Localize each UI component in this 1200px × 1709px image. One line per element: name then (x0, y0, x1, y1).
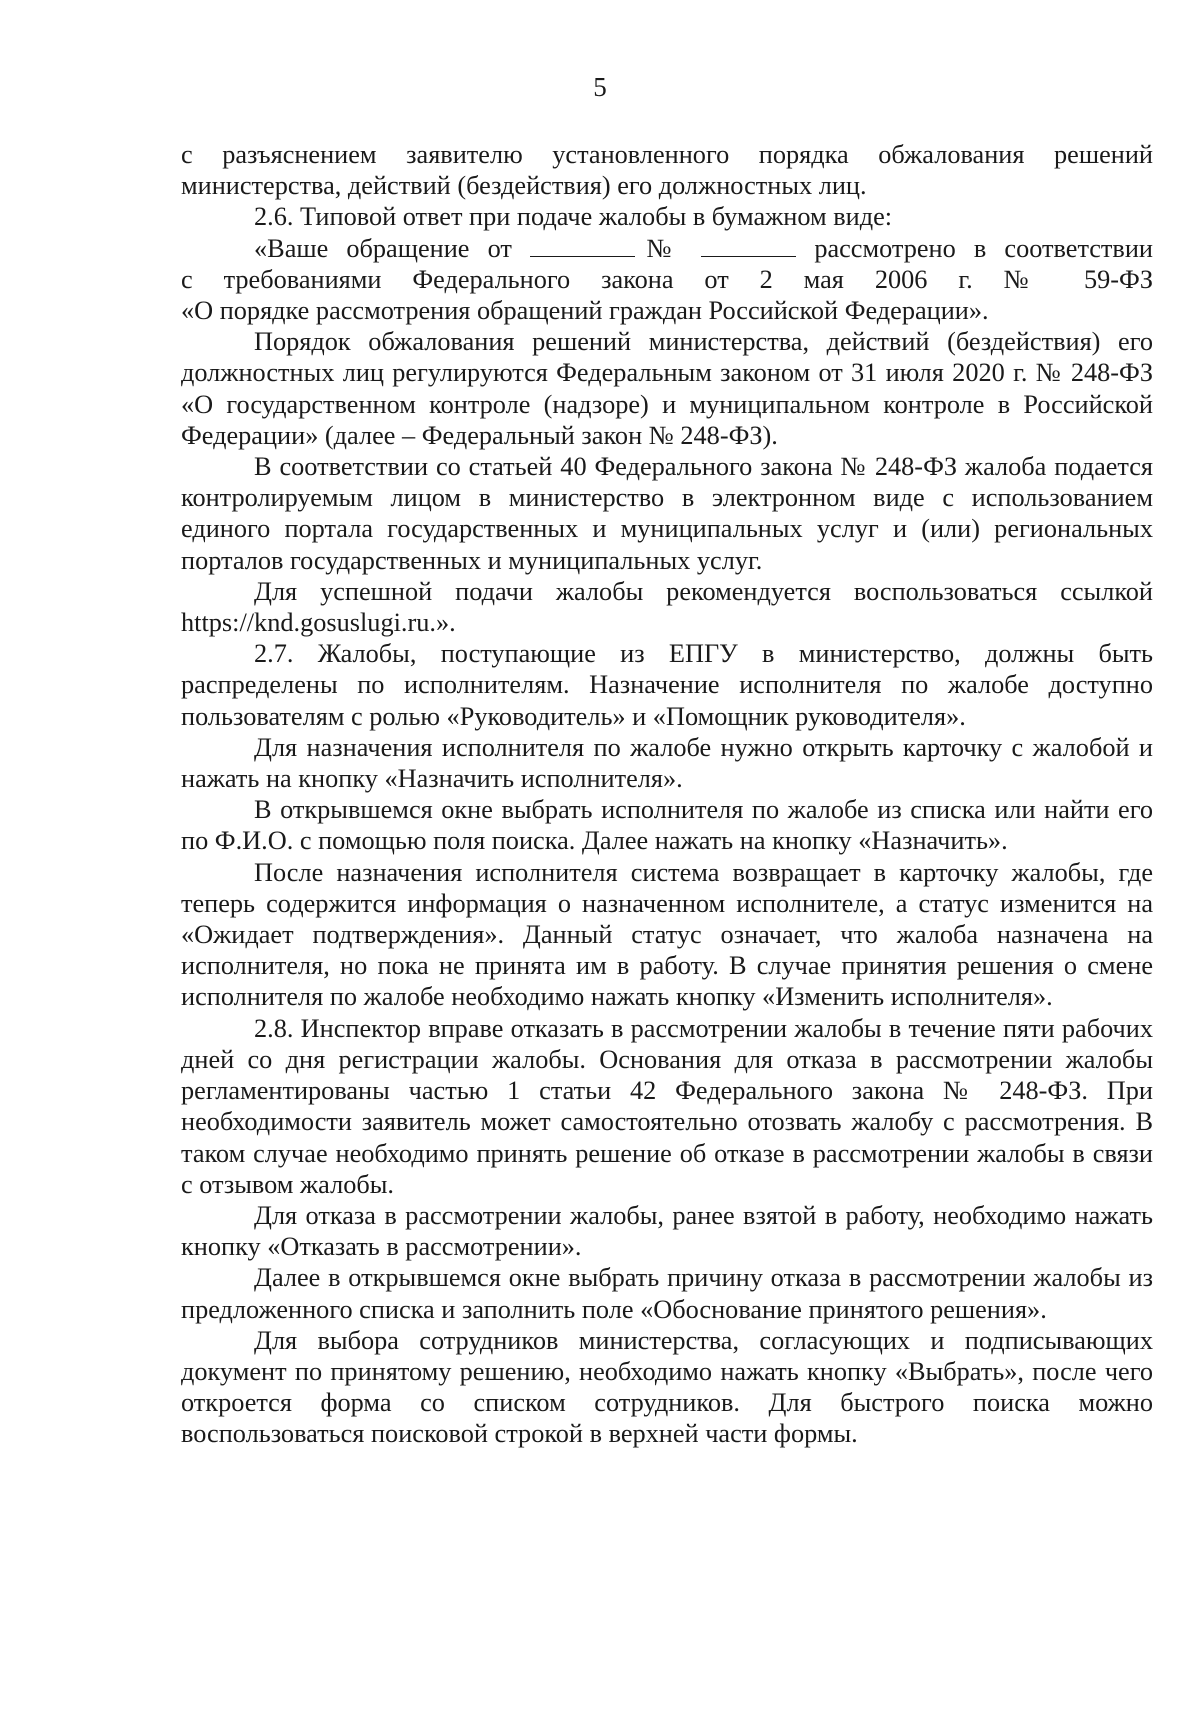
paragraph-select-executor: В открывшемся окне выбрать исполнителя по жалобе из списка или найти его по Ф.И.О. с помощью поля поиска. Далее нажать на кнопку «Назначить». (181, 795, 1153, 856)
paragraph-continuation: с разъяснением заявителю установленного порядка обжалования решений министерства, действий (бездействия) его должностных лиц. (181, 140, 1153, 201)
date-blank-field (530, 234, 635, 257)
template-answer-number-sign: № (634, 233, 702, 263)
paragraph-link-recommendation: Для успешной подачи жалобы рекомендуется воспользоваться ссылкой https://knd.gosuslugi.ru.». (181, 576, 1153, 638)
paragraph-article-40: В соответствии со статьей 40 Федерального закона № 248-ФЗ жалоба подается контролируемым лицом в министерство в электронном виде с использованием единого портала государственных и муниципальных услуг и (или) региональных порталов государственных и муниципальных услуг. (181, 452, 1153, 575)
number-blank-field (701, 234, 796, 257)
paragraph-2-7: 2.7. Жалобы, поступающие из ЕПГУ в министерство, должны быть распределены по исполнителям. Назначение исполнителя по жалобе доступно пользователям с ролью «Руководитель» и «Помощник руководителя». (181, 639, 1153, 731)
paragraph-select-employees: Для выбора сотрудников министерства, согласующих и подписывающих документ по принятому решению, необходимо нажать кнопку «Выбрать», после чего откроется форма со списком сотрудников. Для быстрого поиска можно воспользоваться поисковой строкой в верхней части формы. (181, 1325, 1153, 1449)
paragraph-appeal-procedure: Порядок обжалования решений министерства, действий (бездействия) его должностных лиц регулируются Федеральным законом от 31 июля 2020 г. № 248-ФЗ «О государственном контроле (надзоре) и муниципальном контроле в Российской Федерации» (далее – Федеральный закон № 248-ФЗ). (181, 327, 1153, 450)
page-number: 5 (593, 72, 607, 102)
paragraph-refusal-reason: Далее в открывшемся окне выбрать причину отказа в рассмотрении жалобы из предложенного списка и заполнить поле «Обоснование принятого решения». (181, 1263, 1153, 1324)
paragraph-template-answer-line3: «О порядке рассмотрения обращений граждан Российской Федерации». (181, 296, 989, 326)
document-body (181, 139, 1153, 1450)
paragraph-2-6-heading: 2.6. Типовой ответ при подаче жалобы в бумажном виде: (254, 202, 893, 232)
paragraph-2-8: 2.8. Инспектор вправе отказать в рассмотрении жалобы в течение пяти рабочих дней со дня регистрации жалобы. Основания для отказа в рассмотрении жалобы регламентированы частью 1 статьи 42 Федерального закона № 248-ФЗ. При необходимости заявитель может самостоятельно отозвать жалобу с рассмотрения. В таком случае необходимо принять решение об отказе в рассмотрении жалобы в связи с отзывом жалобы. (181, 1013, 1153, 1199)
paragraph-refuse-review: Для отказа в рассмотрении жалобы, ранее взятой в работу, необходимо нажать кнопку «Отказать в рассмотрении». (181, 1200, 1153, 1262)
paragraph-after-assignment: После назначения исполнителя система возвращает в карточку жалобы, где теперь содержится информация о назначенном исполнителе, а статус изменится на «Ожидает подтверждения». Данный статус означает, что жалоба назначена на исполнителя, но пока не принята им в работу. В случае принятия решения о смене исполнителя по жалобе необходимо нажать кнопку «Изменить исполнителя». (181, 857, 1153, 1012)
paragraph-assign-executor: Для назначения исполнителя по жалобе нужно открыть карточку с жалобой и нажать на кнопку «Назначить исполнителя». (181, 732, 1153, 794)
template-answer-start: «Ваше обращение от (254, 233, 530, 263)
paragraph-template-answer-line1 (181, 233, 1153, 264)
paragraph-template-answer-line2: с требованиями Федерального закона от 2 мая 2006 г. № 59-ФЗ (181, 264, 1153, 294)
template-answer-end: рассмотрено в соответствии (796, 233, 1153, 263)
